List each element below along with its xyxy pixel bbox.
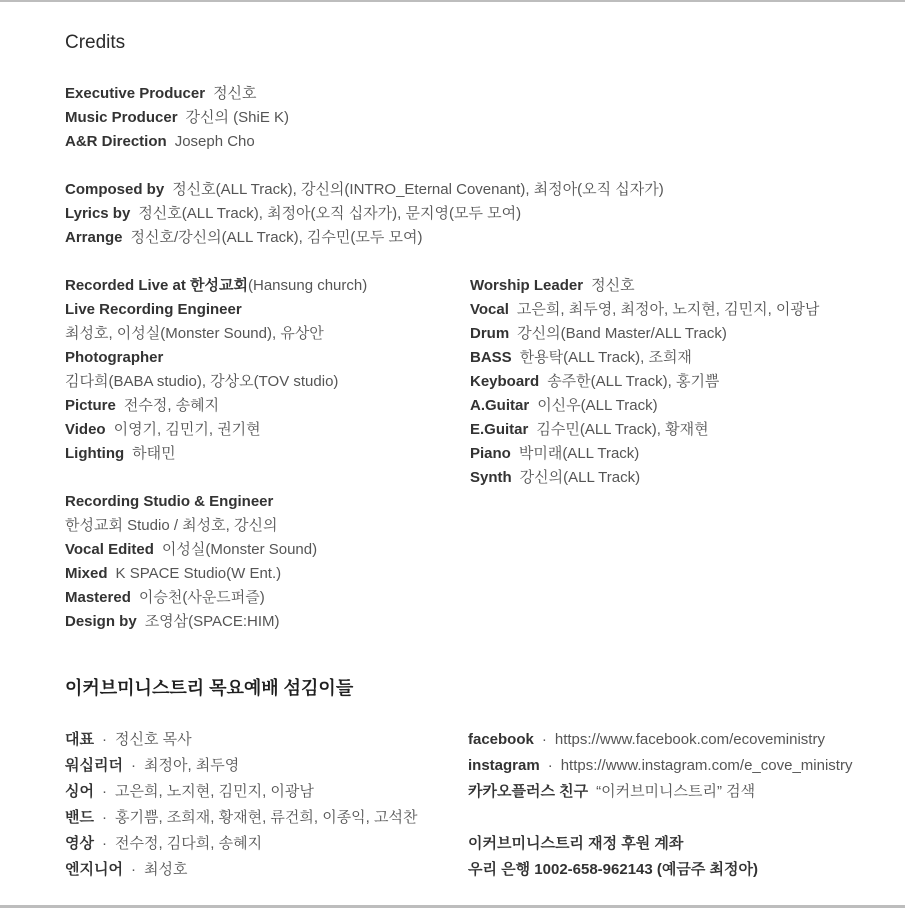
credit-line-picture <box>65 394 367 418</box>
team-label: 밴드 <box>65 809 94 826</box>
dot-separator: · <box>541 731 547 748</box>
credit-label: A.Guitar <box>470 397 530 414</box>
credit-line-studio-engineer <box>65 490 317 514</box>
facebook-label: facebook <box>468 731 534 748</box>
donation-account-text: 우리 은행 1002-658-962143 (예금주 최정아) <box>468 861 759 878</box>
credit-label: Recording Studio & Engineer <box>65 493 274 510</box>
team-label: 대표 <box>65 731 94 748</box>
credit-value: 강신의 (ShiE K) <box>185 109 290 126</box>
credit-line-design-by <box>65 610 317 634</box>
team-line-engineer <box>65 857 417 883</box>
credit-label: Arrange <box>65 229 123 246</box>
credit-line-anr-direction <box>65 130 289 154</box>
donation-account <box>468 857 852 883</box>
dot-separator: · <box>130 861 136 878</box>
credit-value: 한용탁(ALL Track), 조희재 <box>519 349 692 366</box>
credit-value: 정신호/강신의(ALL Track), 김수민(모두 모여) <box>130 229 423 246</box>
spacer <box>468 805 852 831</box>
credit-label: Lyrics by <box>65 205 131 222</box>
credit-line-lyrics-by <box>65 202 664 226</box>
credit-line-photographer <box>65 346 367 370</box>
dot-separator: · <box>101 731 107 748</box>
team-value: 고은희, 노지현, 김민지, 이광남 <box>114 783 314 800</box>
credit-value: 김수민(ALL Track), 황재현 <box>536 421 709 438</box>
section-composition <box>65 178 664 250</box>
credit-label: Live Recording Engineer <box>65 301 242 318</box>
credit-label: Piano <box>470 445 511 462</box>
credit-line-bass <box>470 346 819 370</box>
contact-line-facebook <box>468 727 852 753</box>
credit-label: A&R Direction <box>65 133 167 150</box>
contact-line-instagram <box>468 753 852 779</box>
credit-line-a-guitar <box>470 394 819 418</box>
credit-value: 이성실(Monster Sound) <box>161 541 318 558</box>
credit-line-executive-producer <box>65 82 289 106</box>
credit-label: Keyboard <box>470 373 540 390</box>
section-ministry-team <box>65 727 417 883</box>
credit-label: Drum <box>470 325 510 342</box>
credit-value: 김다희(BABA studio), 강상오(TOV studio) <box>65 373 339 390</box>
dot-separator: · <box>101 835 107 852</box>
credit-line-video <box>65 418 367 442</box>
credit-value: 정신호 <box>213 85 257 102</box>
team-line-band <box>65 805 417 831</box>
credit-label: Music Producer <box>65 109 178 126</box>
team-line-leader <box>65 727 417 753</box>
credit-label: Composed by <box>65 181 165 198</box>
contact-line-kakao <box>468 779 852 805</box>
team-value: 전수정, 김다희, 송혜지 <box>114 835 263 852</box>
dot-separator: · <box>101 809 107 826</box>
credit-line-lighting <box>65 442 367 466</box>
credit-label: Mixed <box>65 565 108 582</box>
credit-label: BASS <box>470 349 512 366</box>
section-studio <box>65 490 317 634</box>
credit-line-vocal-edited <box>65 538 317 562</box>
credit-value: 정신호(ALL Track), 강신의(INTRO_Eternal Covenant), 최정아(오직 십자가) <box>172 181 664 198</box>
instagram-label: instagram <box>468 757 540 774</box>
credit-label: Lighting <box>65 445 125 462</box>
team-line-video <box>65 831 417 857</box>
team-value: 홍기쁨, 조희재, 황재현, 류건희, 이종익, 고석찬 <box>114 809 418 826</box>
credit-value: K SPACE Studio(W Ent.) <box>115 565 282 582</box>
credit-line-keyboard <box>470 370 819 394</box>
credit-label: Recorded Live at 한성교회 <box>65 277 248 294</box>
credit-line-music-producer <box>65 106 289 130</box>
credit-line-drum <box>470 322 819 346</box>
credit-line-vocal <box>470 298 819 322</box>
team-value: 정신호 목사 <box>114 731 192 748</box>
credit-value: 강신의(Band Master/ALL Track) <box>517 325 727 342</box>
credit-label: Video <box>65 421 106 438</box>
credit-value: 이승천(사운드퍼즐) <box>138 589 265 606</box>
credit-line-piano <box>470 442 819 466</box>
dot-separator: · <box>101 783 107 800</box>
credit-label: Worship Leader <box>470 277 584 294</box>
donation-heading-text: 이커브미니스트리 재정 후원 계좌 <box>468 835 684 852</box>
credit-value: 고은희, 최두영, 최정아, 노지현, 김민지, 이광남 <box>516 301 820 318</box>
credit-line-studio-names <box>65 514 317 538</box>
credit-label: Picture <box>65 397 116 414</box>
credit-value: 이영기, 김민기, 권기현 <box>113 421 261 438</box>
team-label: 엔지니어 <box>65 861 123 878</box>
team-label: 싱어 <box>65 783 94 800</box>
credit-label: Design by <box>65 613 137 630</box>
ministry-team-heading: 이커브미니스트리 목요예배 섬김이들 <box>65 678 354 698</box>
team-label: 영상 <box>65 835 94 852</box>
credit-label: Mastered <box>65 589 131 606</box>
section-producers <box>65 82 289 154</box>
credit-line-mixed <box>65 562 317 586</box>
credit-value: 정신호 <box>591 277 635 294</box>
credit-label: E.Guitar <box>470 421 529 438</box>
credit-label: Executive Producer <box>65 85 206 102</box>
credit-value: (Hansung church) <box>248 277 368 294</box>
credit-line-photographer-names <box>65 370 367 394</box>
credit-label: Vocal Edited <box>65 541 154 558</box>
page-title: Credits <box>65 32 126 53</box>
donation-heading <box>468 831 852 857</box>
credit-line-live-engineer <box>65 298 367 322</box>
facebook-url: https://www.facebook.com/ecoveministry <box>554 731 825 748</box>
credit-value: 조영삼(SPACE:HIM) <box>144 613 280 630</box>
credit-value: 강신의(ALL Track) <box>519 469 641 486</box>
credit-line-e-guitar <box>470 418 819 442</box>
credit-value: 전수정, 송혜지 <box>123 397 220 414</box>
credit-label: Photographer <box>65 349 164 366</box>
credit-line-composed-by <box>65 178 664 202</box>
credit-line-synth <box>470 466 819 490</box>
section-live-recording <box>65 274 367 466</box>
section-contact <box>468 727 852 883</box>
dot-separator: · <box>130 757 136 774</box>
credit-label: Synth <box>470 469 512 486</box>
section-band <box>470 274 819 490</box>
kakao-label: 카카오플러스 친구 <box>468 783 589 800</box>
team-value: 최성호 <box>143 861 188 878</box>
credit-value: 이신우(ALL Track) <box>537 397 658 414</box>
team-line-singer <box>65 779 417 805</box>
team-label: 워십리더 <box>65 757 123 774</box>
credit-value: 송주한(ALL Track), 홍기쁨 <box>547 373 720 390</box>
top-border <box>0 0 905 2</box>
credit-label: Vocal <box>470 301 509 318</box>
team-value: 최정아, 최두영 <box>143 757 240 774</box>
dot-separator: · <box>547 757 553 774</box>
credit-line-recorded-live <box>65 274 367 298</box>
credit-value: 최성호, 이성실(Monster Sound), 유상안 <box>65 325 324 342</box>
team-line-worship-leader <box>65 753 417 779</box>
credit-value: 박미래(ALL Track) <box>518 445 640 462</box>
credit-line-worship-leader <box>470 274 819 298</box>
credit-value: 하태민 <box>132 445 176 462</box>
credit-line-mastered <box>65 586 317 610</box>
instagram-url: https://www.instagram.com/e_cove_ministry <box>560 757 853 774</box>
kakao-value: “이커브미니스트리” 검색 <box>596 783 756 800</box>
credit-value: 한성교회 Studio / 최성호, 강신의 <box>65 517 278 534</box>
credit-value: 정신호(ALL Track), 최정아(오직 십자가), 문지영(모두 모여) <box>138 205 522 222</box>
credit-line-arrange <box>65 226 664 250</box>
credit-line-live-engineer-names <box>65 322 367 346</box>
credit-value: Joseph Cho <box>174 133 255 150</box>
